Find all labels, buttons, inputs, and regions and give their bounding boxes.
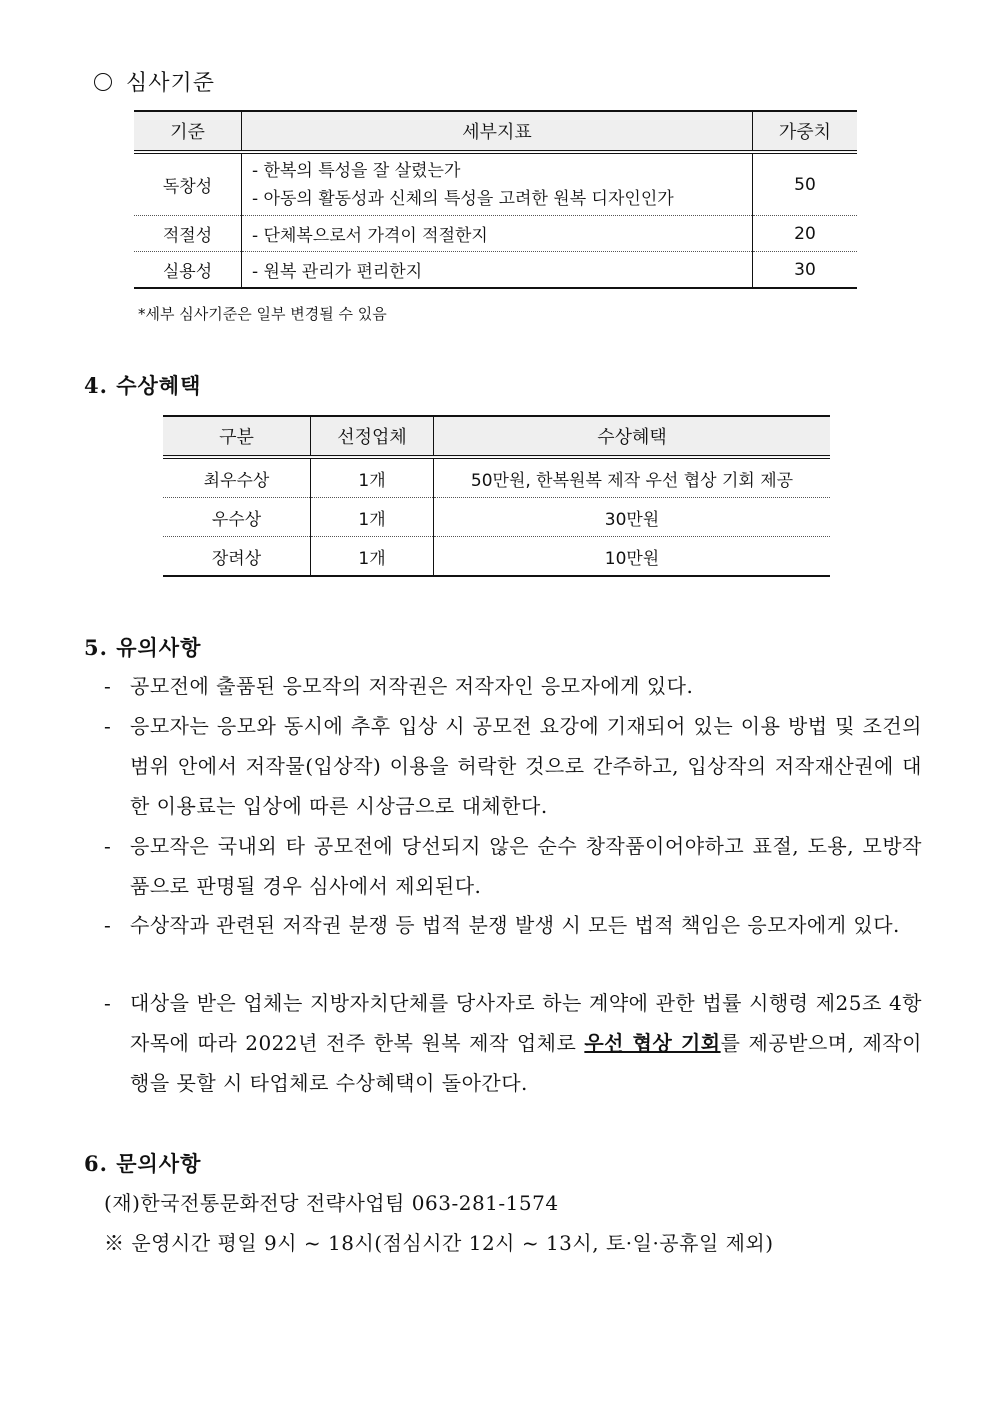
award-name: 최우수상: [163, 457, 311, 498]
table-row: [163, 537, 830, 577]
criteria-weight: 30: [753, 252, 858, 289]
table-header-row: [163, 416, 830, 457]
award-table: [163, 415, 830, 577]
criteria-weight: 20: [753, 216, 858, 252]
dash-bullet: -: [104, 913, 112, 937]
detail-line: - 한복의 특성을 잘 살렸는가: [252, 160, 461, 181]
criteria-name: 적절성: [134, 216, 242, 252]
section-title: 6. 문의사항: [84, 1151, 202, 1176]
notice-item: [104, 666, 922, 706]
detail-line: - 아동의 활동성과 신체의 특성을 고려한 원복 디자인인가: [252, 188, 674, 209]
header-cell: 기준: [134, 111, 242, 152]
section-title: 5. 유의사항: [84, 635, 202, 660]
award-name: 우수상: [163, 498, 311, 537]
criteria-note: *세부 심사기준은 일부 변경될 수 있음: [138, 305, 387, 323]
notice-text: 대상을 받은 업체는 지방자치단체를 당사자로 하는 계약에 관한 법률 시행령 제25조 4항 자목에 따라 2022년 전주 한복 원복 제작 업체로 우선 협상 기회를 제공받으며, 제작이행을 못할 시 타업체로 수상혜택이 돌아간다.: [130, 991, 922, 1095]
dash-bullet: -: [104, 834, 112, 858]
notice-item: [104, 706, 922, 826]
header-cell: 세부지표: [242, 111, 753, 152]
award-benefit: 10만원: [434, 537, 831, 577]
dash-bullet: -: [104, 991, 112, 1015]
criteria-detail: - 원복 관리가 편리한지: [242, 252, 753, 289]
criteria-table: [134, 110, 857, 289]
section-title: 4. 수상혜택: [84, 373, 202, 398]
notice-text: 수상작과 관련된 저작권 분쟁 등 법적 분쟁 발생 시 모든 법적 책임은 응모자에게 있다.: [130, 913, 900, 937]
dash-bullet: -: [104, 714, 112, 738]
dash-bullet: -: [104, 674, 112, 698]
criteria-name: 독창성: [134, 152, 242, 216]
header-cell: 선정업체: [311, 416, 434, 457]
award-count: 1개: [311, 498, 434, 537]
criteria-detail: - 단체복으로서 가격이 적절한지: [242, 216, 753, 252]
header-cell: 구분: [163, 416, 311, 457]
notice-text: 응모작은 국내외 타 공모전에 당선되지 않은 순수 창작품이어야하고 표절, 도용, 모방작품으로 판명될 경우 심사에서 제외된다.: [130, 834, 922, 898]
notice-item: [104, 983, 922, 1103]
criteria-name: 실용성: [134, 252, 242, 289]
emphasis-text: 우선 협상 기회: [584, 1031, 721, 1055]
notice-text: 공모전에 출품된 응모작의 저작권은 저작자인 응모자에게 있다.: [130, 674, 694, 698]
award-benefit: 50만원, 한복원복 제작 우선 협상 기회 제공: [434, 457, 831, 498]
notice-text: 응모자는 응모와 동시에 추후 입상 시 공모전 요강에 기재되어 있는 이용 방법 및 조건의 범위 안에서 저작물(입상작) 이용을 허락한 것으로 간주하고, 입상작의 저작재산권에 대한 이용료는 입상에 따른 시상금으로 대체한다.: [130, 714, 922, 818]
award-count: 1개: [311, 537, 434, 577]
table-header-row: [134, 111, 857, 152]
criteria-heading: 심사기준: [94, 66, 215, 97]
award-benefit: 30만원: [434, 498, 831, 537]
contact-info: (재)한국전통문화전당 전략사업팀 063-281-1574: [104, 1191, 559, 1215]
header-cell: 수상혜택: [434, 416, 831, 457]
table-row: [134, 216, 857, 252]
award-count: 1개: [311, 457, 434, 498]
criteria-weight: 50: [753, 152, 858, 216]
criteria-detail: [242, 152, 753, 216]
notice-item: [104, 905, 922, 945]
table-row: [163, 457, 830, 498]
table-row: [134, 152, 857, 216]
circle-bullet-icon: [94, 73, 112, 91]
table-row: [163, 498, 830, 537]
notice-item: [104, 826, 922, 906]
award-name: 장려상: [163, 537, 311, 577]
header-cell: 가중치: [753, 111, 858, 152]
operating-hours: ※ 운영시간 평일 9시 ~ 18시(점심시간 12시 ~ 13시, 토·일·공휴일 제외): [104, 1231, 774, 1255]
table-row: [134, 252, 857, 289]
